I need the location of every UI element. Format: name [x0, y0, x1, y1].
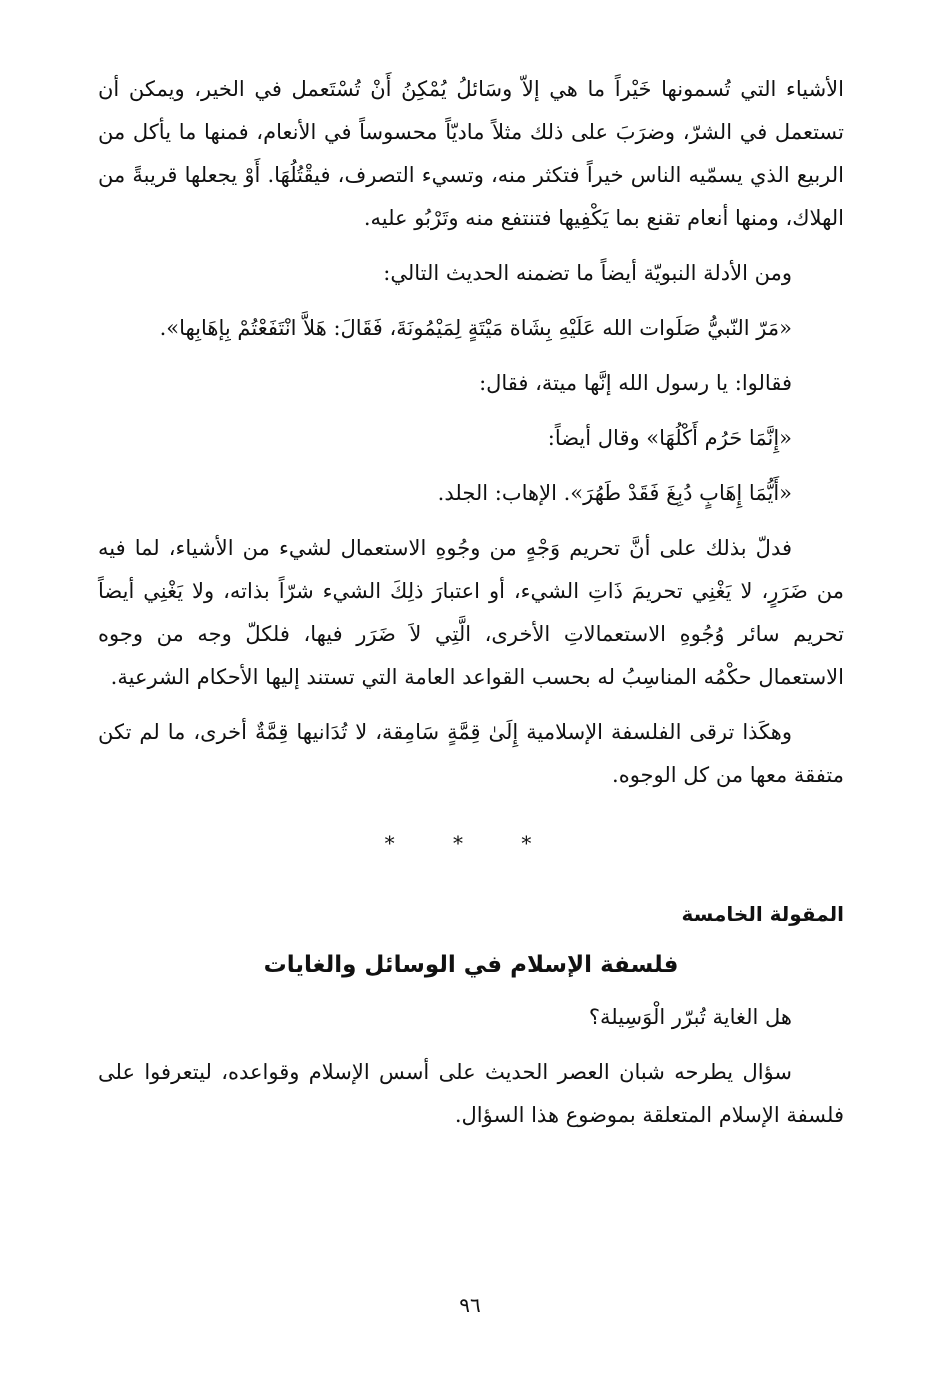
paragraph-philosophy-peak: وهكَذا ترقى الفلسفة الإسلامية إِلَىٰ قِمَّةٍ سَامِقة، لا تُدَانيها قِمَّةٌ أخرى، ما لم تكن متفقة معها من كل الوجوه. [98, 720, 844, 787]
hadith-eating: «إِنَّمَا حَرُم أَكْلُهَا» وقال أيضاً: [547, 426, 792, 450]
page-number: ٩٦ [459, 1293, 481, 1317]
section-body: سؤال يطرحه شبان العصر الحديث على أسس الإسلام وقواعده، ليتعرفوا على فلسفة الإسلام المتعلقة بموضوع هذا السؤال. [98, 1060, 844, 1127]
paragraph-anaam: الأشياء التي تُسمونها خَيْراً ما هي إلاّ وسَائلُ يُمْكِنُ أَنْ تُسْتَعمل في الخير، ويمكن أن تستعمل في الشرّ، وضرَبَ على ذلك مثلاً ماديّاً محسوساً في الأنعام، فمنها ما يأكل من الربيع الذي يسمّيه الناس خيراً فتكثر منه، وتسيء التصرف، فيقْتُلُهَا. أَوْ يجعلها قريبةً من الهلاك، ومنها أنعام تقنع بما يَكْفِيها فتنتفع منه وتَرْبُو عليه. [98, 77, 844, 230]
paragraph-prophetic-evidence: ومن الأدلة النبويّة أيضاً ما تضمنه الحديث التالي: [383, 261, 792, 285]
section-label: المقولة الخامسة [681, 902, 844, 926]
paragraph-conclusion: فدلّ بذلك على أنَّ تحريم وَجْهٍ من وجُوهِ الاستعمال لشيء من الأشياء، لما فيه من ضَرَرٍ، لا يَغْنِي تحريمَ ذَاتِ الشيء، أو اعتبارَ ذلِكَ الشيء شرّاً بذاته، ولا يَغْنِي أيضاً تحريم سائر وُجُوهِ الاستعمالاتِ الأخرى، الَّتِي لاَ ضَرَر فيها، فلكلّ وجه من وجوه الاستعمال حكْمُه المناسِبُ له بحسب القواعد العامة التي تستند إليها الأحكام الشرعية. [98, 536, 844, 689]
page-body [98, 68, 844, 1149]
section-separator: * * * [384, 831, 558, 855]
hadith-tanned-hide: «أَيُّمَا إِهَابٍ دُبِغَ فَقَدْ طَهُرَ». الإهاب: الجلد. [437, 481, 792, 505]
section-question: هل الغاية تُبرّر الْوَسِيلة؟ [588, 1005, 792, 1029]
hadith-sheep: «مَرّ النّبيُّ صَلَوات الله عَلَيْهِ بِشَاة مَيْتَةٍ لِمَيْمُونَةَ، فَقَالَ: هَلاَّ انْتَفَعْتُمْ بِإهَابِها». [159, 316, 792, 340]
paragraph-companions-reply: فقالوا: يا رسول الله إنَّها ميتة، فقال: [479, 371, 792, 395]
section-title: فلسفة الإسلام في الوسائل والغايات [263, 952, 679, 978]
